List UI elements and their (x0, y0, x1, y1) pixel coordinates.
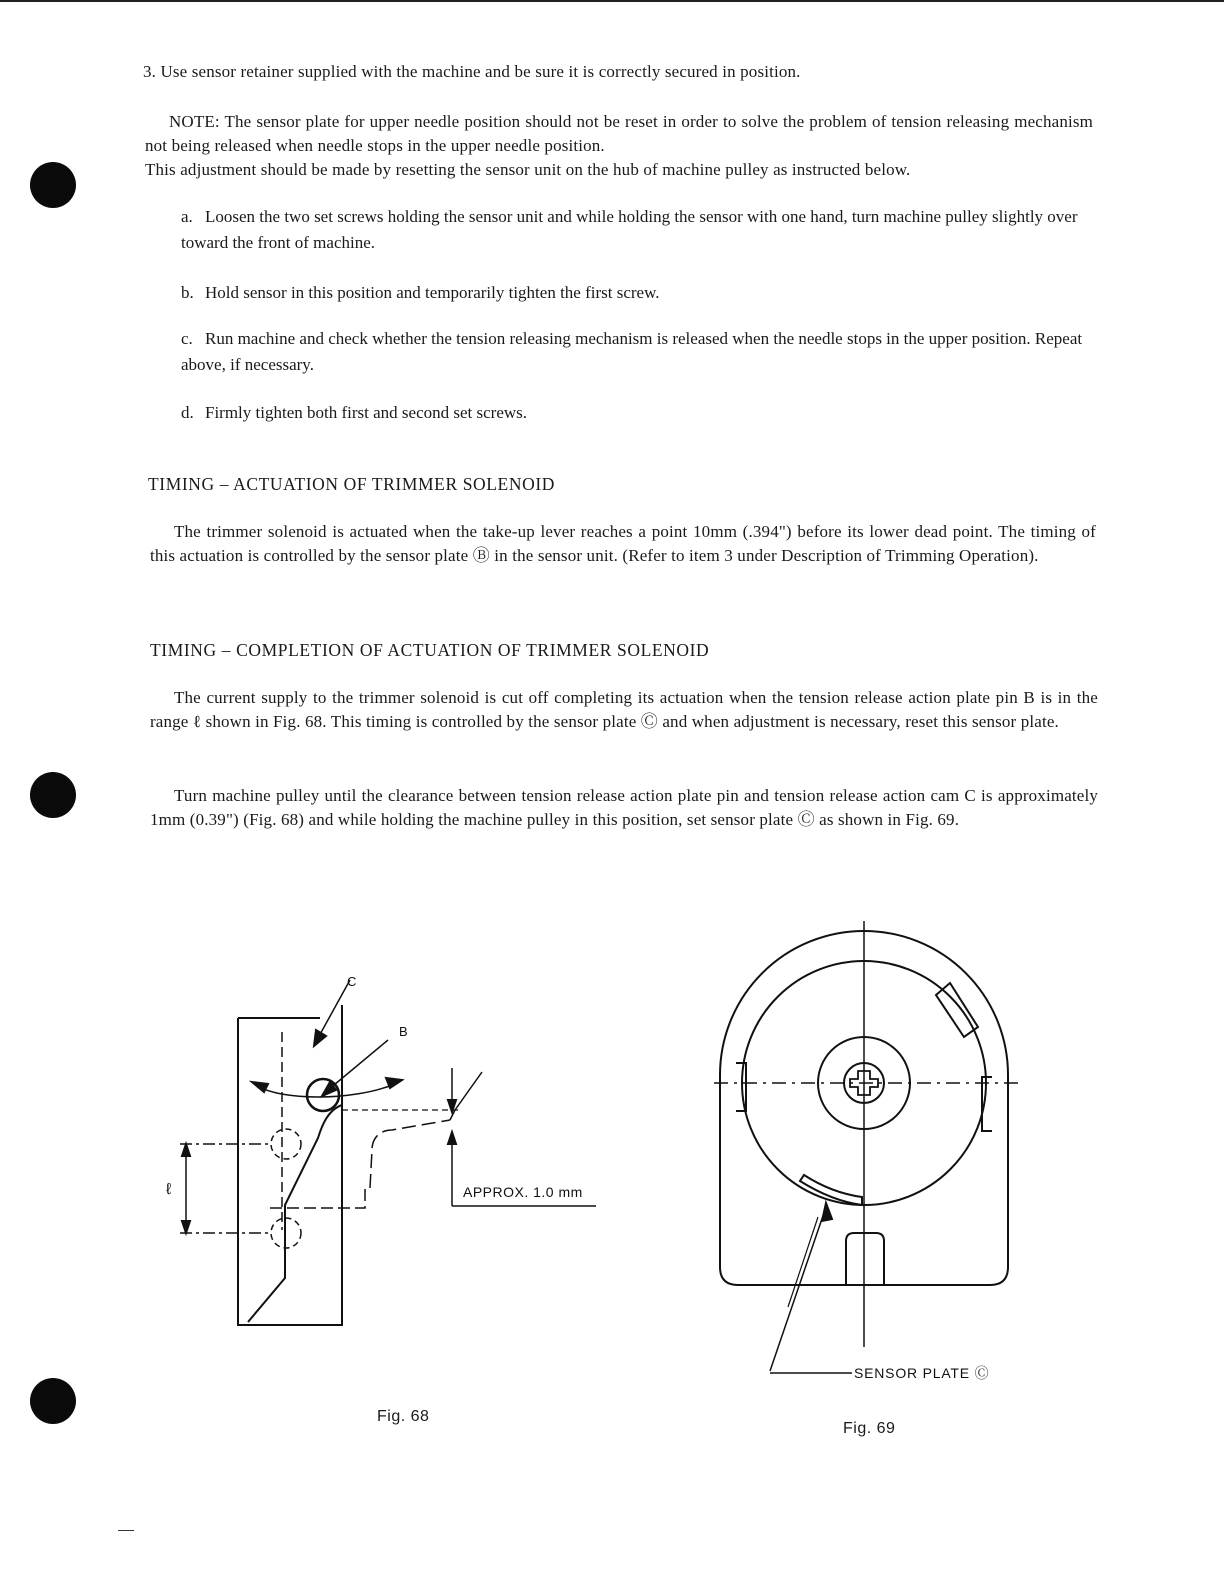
fig68-label-c: C (347, 974, 357, 989)
fig68-label-l: ℓ (166, 1181, 172, 1198)
step-d-label: d. (181, 403, 194, 422)
step-b-label: b. (181, 283, 194, 302)
margin-mark (118, 1530, 134, 1531)
section1-title: TIMING – ACTUATION OF TRIMMER SOLENOID (148, 474, 555, 494)
step-a-text: Loosen the two set screws holding the sensor unit and while holding the sensor with one hand, turn machine pulley slightly over toward the front of machine. (181, 207, 1078, 252)
top-border-line (0, 0, 1224, 2)
step-b-text: Hold sensor in this position and temporarily tighten the first screw. (205, 283, 660, 302)
step-d-text: Firmly tighten both first and second set screws. (205, 403, 528, 422)
step-a-label: a. (181, 207, 193, 226)
section2-body1: The current supply to the trimmer solenoid is cut off completing its actuation when the tension release action plate pin B is in the range ℓ shown in Fig. 68. This timing is controlled by the sensor plate Ⓒ and when adjustment is necessary, reset this sensor plate. (150, 688, 1098, 731)
fig68-cam-edge (248, 1105, 342, 1322)
step-c (181, 326, 1095, 378)
fig69-caption: Fig. 69 (843, 1420, 896, 1437)
section2-body2: Turn machine pulley until the clearance between tension release action plate pin and tension release action cam C is approximately 1mm (0.39") (Fig. 68) and while holding the machine pulley in this position, set sensor plate Ⓒ as shown in Fig. 69. (150, 786, 1098, 829)
fig69-sensor-plate-b (936, 983, 978, 1037)
binder-hole-middle (30, 772, 76, 818)
step-c-label: c. (181, 329, 193, 348)
step-d (181, 400, 1095, 426)
note-paragraph-cont: This adjustment should be made by resetting the sensor unit on the hub of machine pulley as instructed below. (145, 160, 911, 179)
binder-hole-top (30, 162, 76, 208)
fig68-diagram (150, 960, 620, 1360)
section2-title: TIMING – COMPLETION OF ACTUATION OF TRIMMER SOLENOID (150, 640, 710, 660)
item-3-text: 3. Use sensor retainer supplied with the machine and be sure it is correctly secured in position. (143, 62, 801, 81)
step-a (181, 204, 1095, 256)
step-b (181, 280, 1095, 306)
section1-body: The trimmer solenoid is actuated when the take-up lever reaches a point 10mm (.394") before its lower dead point. The timing of this actuation is controlled by the sensor plate Ⓑ in the sensor unit. (Refer to item 3 under Description of Trimming Operation). (150, 522, 1096, 565)
fig68-plate-outline (238, 1005, 342, 1325)
binder-hole-bottom (30, 1378, 76, 1424)
fig68-approx-label: APPROX. 1.0 mm (463, 1184, 583, 1200)
fig69-diagram (700, 915, 1040, 1395)
fig69-sensor-plate-label: SENSOR PLATE Ⓒ (854, 1365, 990, 1381)
fig68-caption: Fig. 68 (377, 1408, 430, 1425)
note-paragraph: NOTE: The sensor plate for upper needle position should not be reset in order to solve the problem of tension releasing mechanism not being released when needle stops in the upper needle position. (145, 112, 1093, 155)
step-c-text: Run machine and check whether the tension releasing mechanism is released when the needle stops in the upper position. Repeat above, if necessary. (181, 329, 1083, 374)
fig68-label-b: B (399, 1024, 408, 1039)
